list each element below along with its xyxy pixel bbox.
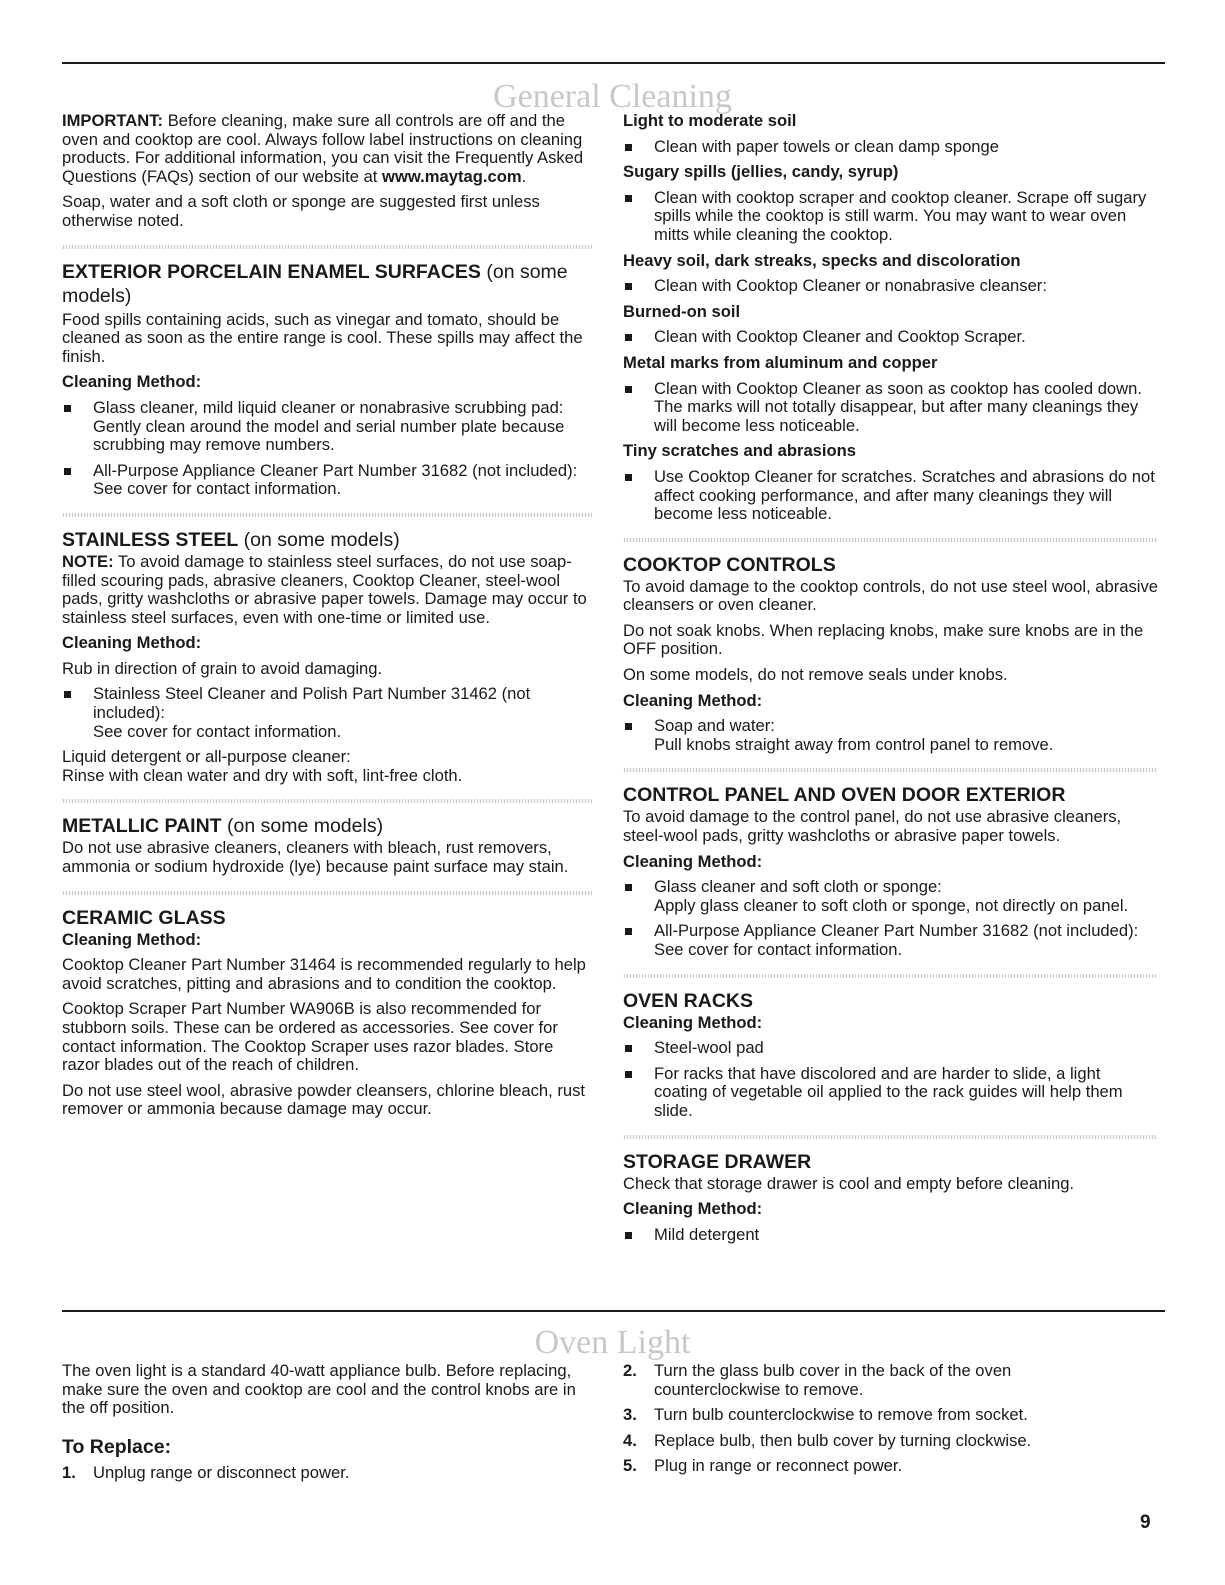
ceramic-p3: Do not use steel wool, abrasive powder cleansers, chlorine bleach, rust remover or ammonia because damage may occur. <box>62 1080 585 1119</box>
racks-heading: OVEN RACKS <box>623 989 754 1012</box>
exterior-heading-cont: models) <box>62 284 132 307</box>
controls-heading: COOKTOP CONTROLS <box>623 553 836 576</box>
soil-label: Burned-on soil <box>623 301 741 321</box>
controls-p3: On some models, do not remove seals under knobs. <box>623 665 1008 685</box>
soil-label: Sugary spills (jellies, candy, syrup) <box>623 162 899 182</box>
oven-light-right <box>623 1362 1103 1483</box>
website-link[interactable]: www.maytag.com <box>382 166 522 186</box>
list-item: Steel-wool pad <box>623 1039 1158 1058</box>
racks-method-label: Cleaning Method: <box>623 1012 763 1032</box>
panel-method-label: Cleaning Method: <box>623 851 763 871</box>
important-text: Before cleaning, make sure all controls are off and the oven and cooktop are cool. Always follow label instructions on cleaning products. For additional information, you can visit the Frequently Asked Questions (FAQs) section of our website at <box>62 111 584 186</box>
oven-light-intro: The oven light is a standard 40-watt appliance bulb. Before replacing, make sure the oven and cooktop are cool and the control knobs are in the off position. <box>62 1361 576 1418</box>
step-item: 4. Replace bulb, then bulb cover by turning clockwise. <box>623 1430 1032 1450</box>
list-item: Clean with cooktop scraper and cooktop cleaner. Scrape off sugary spills while the cooktop is still warm. You may want to wear oven mitts while cleaning the cooktop. <box>623 189 1158 245</box>
list-item: Use Cooktop Cleaner for scratches. Scratches and abrasions do not affect cooking performance, and after many cleanings they will become less noticeable. <box>623 468 1158 524</box>
metallic-body: Do not use abrasive cleaners, cleaners with bleach, rust removers, ammonia or sodium hydroxide (lye) because paint surface may stain. <box>62 838 569 877</box>
list-item: Clean with Cooktop Cleaner or nonabrasive cleanser: <box>623 277 1158 296</box>
stainless-method-label: Cleaning Method: <box>62 633 202 653</box>
ceramic-method-label: Cleaning Method: <box>62 929 202 949</box>
list-item: Glass cleaner and soft cloth or sponge: Apply glass cleaner to soft cloth or sponge, not directly on panel. <box>623 878 1158 915</box>
soil-label: Light to moderate soil <box>623 111 797 130</box>
ceramic-p1: Cooktop Cleaner Part Number 31464 is recommended regularly to help avoid scratches, pitting and abrasions and to condition the cooktop. <box>62 955 586 993</box>
separator <box>623 974 1158 978</box>
separator <box>623 538 1158 542</box>
panel-p1: To avoid damage to the control panel, do not use abrasive cleaners, steel-wool pads, gritty washcloths or abrasive paper towels. <box>623 807 1122 846</box>
list-item: For racks that have discolored and are harder to slide, a light coating of vegetable oil applied to the rack guides will help them slide. <box>623 1065 1158 1121</box>
general-cleaning-title: General Cleaning <box>493 78 732 115</box>
ceramic-p2: Cooktop Scraper Part Number WA906B is also recommended for stubborn soils. These can be ordered as accessories. See cover for contact information. The Cooktop Scraper uses razor blades. Store razor blades out of the reach of children. <box>62 999 558 1075</box>
left-column <box>62 112 592 1126</box>
list-item: Soap and water: Pull knobs straight away from control panel to remove. <box>623 717 1158 754</box>
oven-light-rule <box>62 1310 1165 1312</box>
list-item: Clean with Cooktop Cleaner and Cooktop Scraper. <box>623 328 1158 347</box>
list-item: All-Purpose Appliance Cleaner Part Number 31682 (not included): See cover for contact information. <box>62 462 592 499</box>
controls-p2: Do not soak knobs. When replacing knobs, make sure knobs are in the OFF position. <box>623 620 1144 659</box>
step-item: 5. Plug in range or reconnect power. <box>623 1456 903 1476</box>
important-label: IMPORTANT: <box>62 111 164 130</box>
stainless-heading: STAINLESS STEEL (on some models) <box>62 528 400 551</box>
list-item: All-Purpose Appliance Cleaner Part Number 31682 (not included): See cover for contact information. <box>623 922 1158 959</box>
separator <box>623 768 1158 772</box>
exterior-method-label: Cleaning Method: <box>62 372 202 392</box>
list-item: Clean with paper towels or clean damp sponge <box>623 138 1158 157</box>
controls-method-label: Cleaning Method: <box>623 690 763 710</box>
separator <box>62 891 592 895</box>
important-paragraph <box>62 112 592 186</box>
metallic-heading: METALLIC PAINT (on some models) <box>62 815 384 838</box>
oven-light-title: Oven Light <box>534 1324 691 1361</box>
stainless-rub: Rub in direction of grain to avoid damaging. <box>62 658 383 678</box>
soil-label: Tiny scratches and abrasions <box>623 441 857 461</box>
panel-heading: CONTROL PANEL AND OVEN DOOR EXTERIOR <box>623 784 1066 807</box>
exterior-body: Food spills containing acids, such as vinegar and tomato, should be cleaned as soon as the entire range is cool. These spills may affect the finish. <box>62 309 583 366</box>
drawer-method-label: Cleaning Method: <box>623 1199 763 1219</box>
exterior-heading: EXTERIOR PORCELAIN ENAMEL SURFACES (on some <box>62 260 568 283</box>
separator <box>62 513 592 517</box>
website-suffix: . <box>521 166 527 186</box>
ceramic-heading: CERAMIC GLASS <box>62 906 226 929</box>
drawer-heading: STORAGE DRAWER <box>623 1150 812 1173</box>
step-item: 3. Turn bulb counterclockwise to remove from socket. <box>623 1405 1028 1425</box>
separator <box>62 799 592 803</box>
page-number: 9 <box>1140 1512 1151 1533</box>
list-item: Stainless Steel Cleaner and Polish Part Number 31462 (not included): See cover for contact information. <box>62 685 592 741</box>
step-item: 1. Unplug range or disconnect power. <box>62 1462 350 1482</box>
stainless-liquid: Liquid detergent or all-purpose cleaner: Rinse with clean water and dry with soft, lint-free cloth. <box>62 747 463 785</box>
soil-label: Metal marks from aluminum and copper <box>623 352 938 372</box>
list-item: Clean with Cooktop Cleaner as soon as cooktop has cooled down. The marks will not totally disappear, but after many cleanings they will become less noticeable. <box>623 380 1158 436</box>
oven-light-left <box>62 1362 582 1489</box>
soil-label: Heavy soil, dark streaks, specks and discoloration <box>623 250 1021 270</box>
right-column <box>623 112 1158 1251</box>
separator <box>62 245 592 249</box>
stainless-note: NOTE: To avoid damage to stainless steel surfaces, do not use soap-filled scouring pads, abrasive cleaners, Cooktop Cleaner, steel-wool pads, gritty washcloths or abrasive paper towels. Damage may occur to stainless steel surfaces, even with one-time or limited use. <box>62 551 587 627</box>
controls-p1: To avoid damage to the cooktop controls, do not use steel wool, abrasive cleansers or oven cleaner. <box>623 576 1159 615</box>
list-item: Glass cleaner, mild liquid cleaner or nonabrasive scrubbing pad: Gently clean around the model and serial number plate because scrubbing may remove numbers. <box>62 399 592 455</box>
to-replace-heading: To Replace: <box>62 1435 172 1458</box>
separator <box>623 1135 1158 1139</box>
soap-note: Soap, water and a soft cloth or sponge are suggested first unless otherwise noted. <box>62 192 540 230</box>
list-item: Mild detergent <box>623 1226 1158 1245</box>
step-item: 2. Turn the glass bulb cover in the back of the oven counterclockwise to remove. <box>623 1361 1012 1399</box>
top-rule <box>62 62 1165 64</box>
drawer-p1: Check that storage drawer is cool and empty before cleaning. <box>623 1173 1075 1193</box>
